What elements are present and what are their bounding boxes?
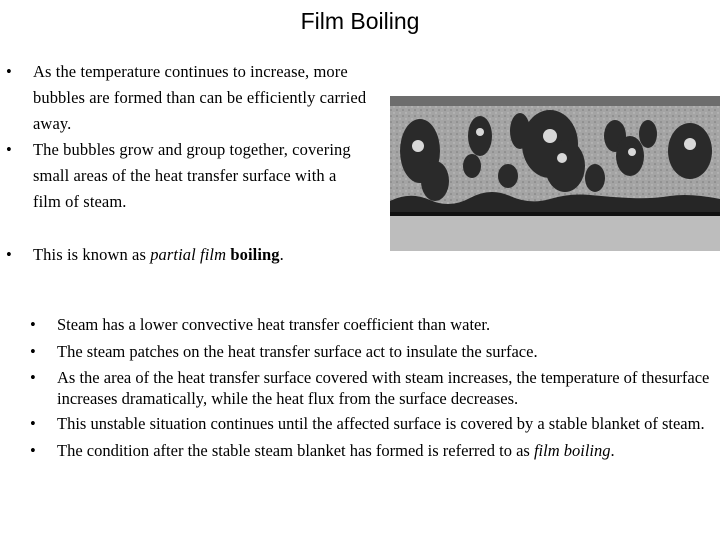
bullet-text: Steam has a lower convective heat transfer coefficient than water. [57, 315, 491, 334]
bullet-text: As the temperature continues to increase, more bubbles are formed than can be efficiently carried away. [33, 62, 367, 133]
bullet-dot: • [6, 140, 12, 159]
bullet-dot: • [30, 342, 36, 361]
page-title: Film Boiling [300, 8, 420, 34]
list-item [6, 137, 368, 215]
bullet-text: The steam patches on the heat transfer surface act to insulate the surface. [57, 342, 538, 361]
bullet-dot: • [30, 414, 36, 433]
partial-suffix: . [279, 245, 284, 264]
bubble-photo-drawing [390, 96, 720, 251]
top-bullet-list [6, 59, 368, 268]
bullet-dot: • [30, 441, 36, 460]
bullet-dot: • [30, 368, 36, 387]
list-item [6, 59, 368, 137]
bullet-text: As the area of the heat transfer surface covered with steam increases, the temperature of thesurface increases dramatically, while the heat flux from the surface decreases. [57, 368, 710, 408]
bullet-text [33, 245, 284, 264]
bullet-dot: • [30, 315, 36, 334]
bullet-text [57, 441, 615, 460]
lower-bullet-list [30, 313, 714, 466]
list-item [30, 340, 714, 364]
list-item [6, 242, 368, 268]
last-italic: film boiling [533, 441, 611, 460]
last-suffix: . [610, 441, 615, 460]
bullet-dot: • [6, 245, 12, 264]
bullet-text: The bubbles grow and group together, covering small areas of the heat transfer surface with a film of steam. [33, 140, 351, 211]
bullet-dot: • [6, 62, 12, 81]
last-prefix: The condition after the stable steam blanket has formed is referred to as [57, 441, 534, 460]
list-item [30, 412, 714, 436]
list-item [30, 367, 714, 409]
bullet-text: This unstable situation continues until the affected surface is covered by a stable blanket of steam. [57, 414, 705, 433]
partial-prefix: This is known as [33, 245, 151, 264]
bubble-photo [390, 96, 720, 251]
list-item [30, 313, 714, 337]
partial-italic: partial film [150, 245, 227, 264]
list-item [30, 439, 714, 463]
partial-bold: boiling [226, 245, 280, 264]
